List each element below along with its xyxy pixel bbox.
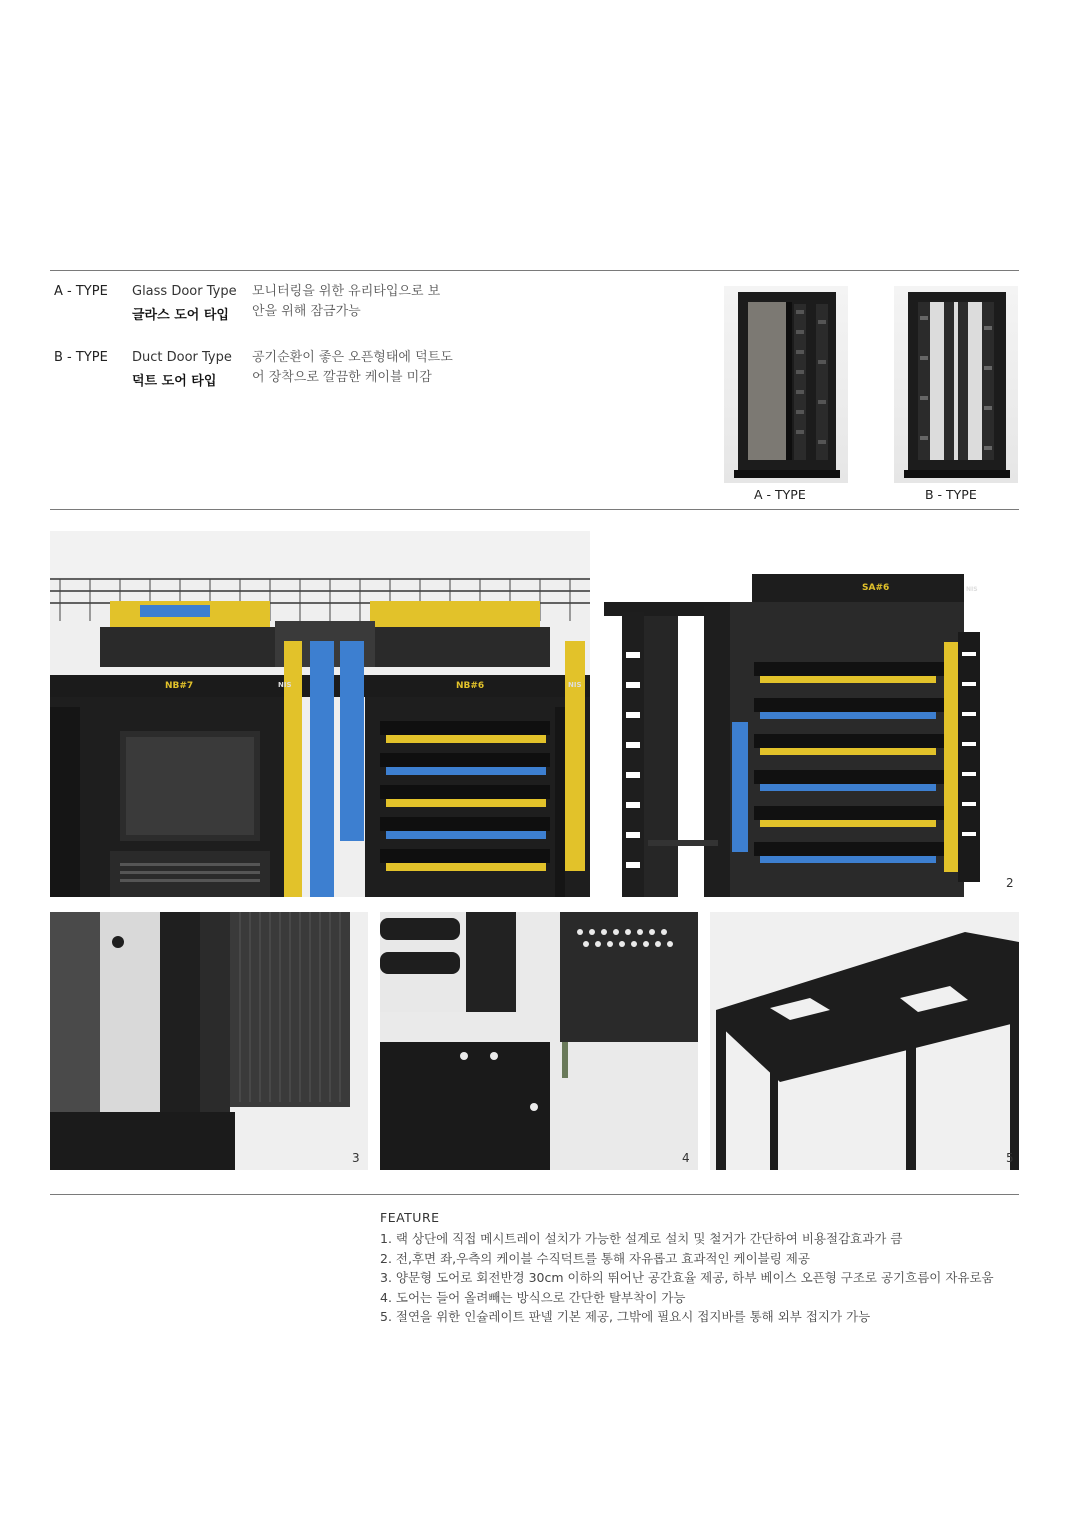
type-b-name-en: Duct Door Type — [132, 350, 232, 365]
feature-item: 5. 절연을 위한 인슐레이트 판넬 기본 제공, 그밖에 필요시 접지바를 통해 외부 접지가 가능 — [380, 1309, 871, 1325]
type-b-desc-line1: 공기순환이 좋은 오픈형태에 덕트도 — [252, 350, 453, 365]
photo-rack-installation — [50, 531, 590, 897]
type-a-label: A - TYPE — [54, 284, 108, 299]
feature-item: 1. 랙 상단에 직접 메시트레이 설치가 가능한 설계로 설치 및 철거가 간단하여 비용절감효과가 큼 — [380, 1231, 903, 1246]
type-b-desc-line2: 어 장착으로 깔끔한 케이블 미감 — [252, 370, 432, 385]
photo-base-detail — [380, 912, 698, 1170]
product-photo-a-type — [724, 286, 848, 483]
photo-door-detail — [50, 912, 368, 1170]
type-b-name-ko: 덕트 도어 타입 — [132, 374, 217, 389]
rack-label-nb6: NB#6 — [456, 681, 485, 691]
figure-number-5: 5 — [1006, 1151, 1014, 1165]
brand-logo-top: NIS — [966, 586, 978, 593]
type-a-name-ko: 글라스 도어 타입 — [132, 308, 229, 323]
top-rule — [50, 270, 1019, 271]
caption-a-type: A - TYPE — [754, 487, 806, 502]
type-a-name-en: Glass Door Type — [132, 284, 237, 299]
photo-base-frame — [710, 912, 1019, 1170]
type-b-description — [252, 348, 453, 388]
product-photo-b-type — [894, 286, 1018, 483]
figure-number-3: 3 — [352, 1151, 360, 1165]
figure-number-4: 4 — [682, 1151, 690, 1165]
brand-logo-left: NIS — [278, 681, 292, 689]
feature-list — [380, 1229, 1000, 1327]
photo-open-rack — [604, 572, 984, 897]
caption-b-type: B - TYPE — [925, 487, 977, 502]
feature-item: 4. 도어는 들어 올려빼는 방식으로 간단한 탈부착이 가능 — [380, 1289, 686, 1305]
brand-logo-right: NIS — [568, 681, 582, 689]
rack-label-sa6: SA#6 — [862, 583, 890, 593]
feature-title: FEATURE — [380, 1210, 440, 1225]
feature-item: 2. 전,후면 좌,우측의 케이블 수직덕트를 통해 자유롭고 효과적인 케이블링 제공 — [380, 1250, 810, 1266]
type-a-desc-line1: 모니터링을 위한 유리타입으로 보 — [252, 284, 441, 299]
figure-number-2: 2 — [1006, 876, 1014, 890]
section-rule — [50, 509, 1019, 510]
feature-item: 3. 양문형 도어로 회전반경 30cm 이하의 뛰어난 공간효율 제공, 하부 베이스 오픈형 구조로 공기흐름이 자유로움 — [380, 1270, 994, 1286]
type-a-desc-line2: 안을 위해 잠금가능 — [252, 304, 361, 319]
rack-label-nb7: NB#7 — [165, 681, 194, 691]
type-b-label: B - TYPE — [54, 350, 108, 365]
type-a-description — [252, 282, 440, 322]
feature-rule — [50, 1194, 1019, 1195]
